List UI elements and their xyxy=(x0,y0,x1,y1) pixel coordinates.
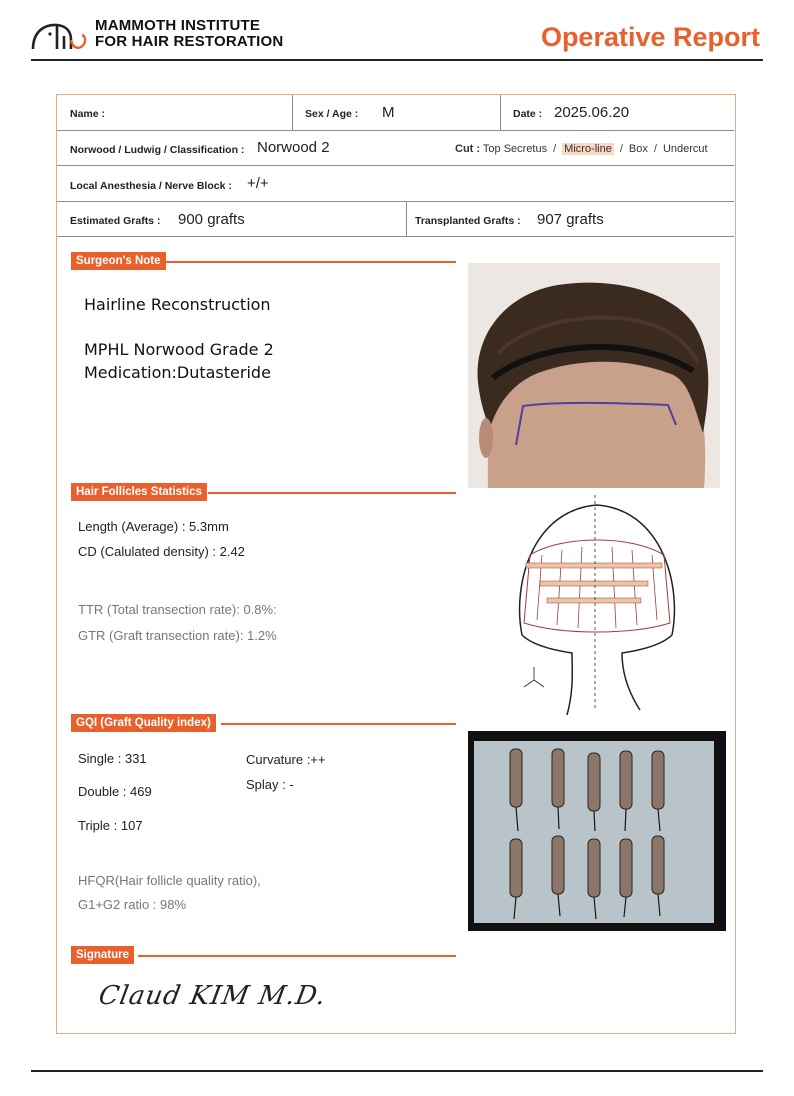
cut-option-box: Box xyxy=(628,143,648,155)
classification-value: Norwood 2 xyxy=(257,139,330,156)
report-frame xyxy=(56,94,736,1034)
gqi-single: Single : 331 xyxy=(78,751,147,766)
stat-gtr: GTR (Graft transection rate): 1.2% xyxy=(78,628,277,643)
stat-ttr: TTR (Total transection rate): 0.8%: xyxy=(78,602,277,617)
section-gqi xyxy=(71,714,456,732)
gqi-curvature: Curvature :++ xyxy=(246,752,326,767)
section-rule xyxy=(166,261,456,263)
donor-area-diagram xyxy=(512,495,682,715)
transplanted-grafts-value: 907 grafts xyxy=(537,211,604,228)
gqi-double: Double : 469 xyxy=(78,784,152,799)
section-signature xyxy=(71,946,456,964)
graft-photo-image xyxy=(468,731,726,931)
cut-option-undercut: Undercut xyxy=(662,143,708,155)
estimated-grafts-value: 900 grafts xyxy=(178,211,245,228)
stat-length: Length (Average) : 5.3mm xyxy=(78,519,229,534)
section-surgeons-note xyxy=(71,252,456,270)
row-classification xyxy=(57,131,734,166)
cut-option-micro-line: Micro-line xyxy=(564,143,612,155)
section-heading: Signature xyxy=(71,946,134,964)
section-heading: Surgeon's Note xyxy=(71,252,166,270)
elephant-icon xyxy=(30,18,90,52)
footer-divider xyxy=(31,1070,763,1072)
cut-label: Cut : xyxy=(455,143,481,155)
institute-line-1: MAMMOTH INSTITUTE xyxy=(95,17,261,34)
transplanted-grafts-label: Transplanted Grafts : xyxy=(415,215,521,227)
section-rule xyxy=(208,492,456,494)
anesthesia-value: +/+ xyxy=(247,175,269,192)
note-line-1: Hairline Reconstruction xyxy=(84,295,271,314)
date-label: Date : xyxy=(513,108,543,120)
row-grafts xyxy=(57,202,734,237)
sex-age-value: M xyxy=(382,104,395,121)
hfqr-line-2: G1+G2 ratio : 98% xyxy=(78,897,187,912)
section-heading: Hair Follicles Statistics xyxy=(71,483,207,501)
stat-cd: CD (Calulated density) : 2.42 xyxy=(78,544,245,559)
gqi-splay: Splay : - xyxy=(246,777,294,792)
estimated-grafts-label: Estimated Grafts : xyxy=(70,215,161,227)
note-line-3: Medication:Dutasteride xyxy=(84,363,271,382)
institute-name xyxy=(95,18,283,50)
sex-age-label: Sex / Age : xyxy=(305,108,359,120)
anesthesia-label: Local Anesthesia / Nerve Block : xyxy=(70,180,232,192)
row-anesthesia xyxy=(57,166,734,202)
divider xyxy=(500,95,501,130)
date-value: 2025.06.20 xyxy=(554,104,630,121)
gqi-triple: Triple : 107 xyxy=(78,818,143,833)
divider xyxy=(292,95,293,130)
cut-options: Cut : Top Secretus / Micro-line / Box / Undercut xyxy=(455,143,708,155)
hairline-photo-image xyxy=(468,263,720,488)
row-patient-info xyxy=(57,95,734,131)
section-rule xyxy=(138,955,456,957)
institute-line-2: FOR HAIR RESTORATION xyxy=(95,33,284,50)
divider xyxy=(406,202,407,236)
hairline-photo xyxy=(468,263,720,488)
section-statistics xyxy=(71,483,456,501)
doctor-signature: Claud KIM M.D. xyxy=(96,981,329,1011)
cut-option-top-secretus: Top Secretus xyxy=(482,143,548,155)
classification-label: Norwood / Ludwig / Classification : xyxy=(70,144,245,156)
graft-photo xyxy=(468,731,726,931)
section-rule xyxy=(221,723,456,725)
header-divider xyxy=(31,59,763,61)
section-heading: GQI (Graft Quality index) xyxy=(71,714,216,732)
name-label: Name : xyxy=(70,108,106,120)
note-line-2: MPHL Norwood Grade 2 xyxy=(84,340,274,359)
hfqr-line-1: HFQR(Hair follicle quality ratio), xyxy=(78,873,261,888)
page-title: Operative Report xyxy=(540,22,760,52)
